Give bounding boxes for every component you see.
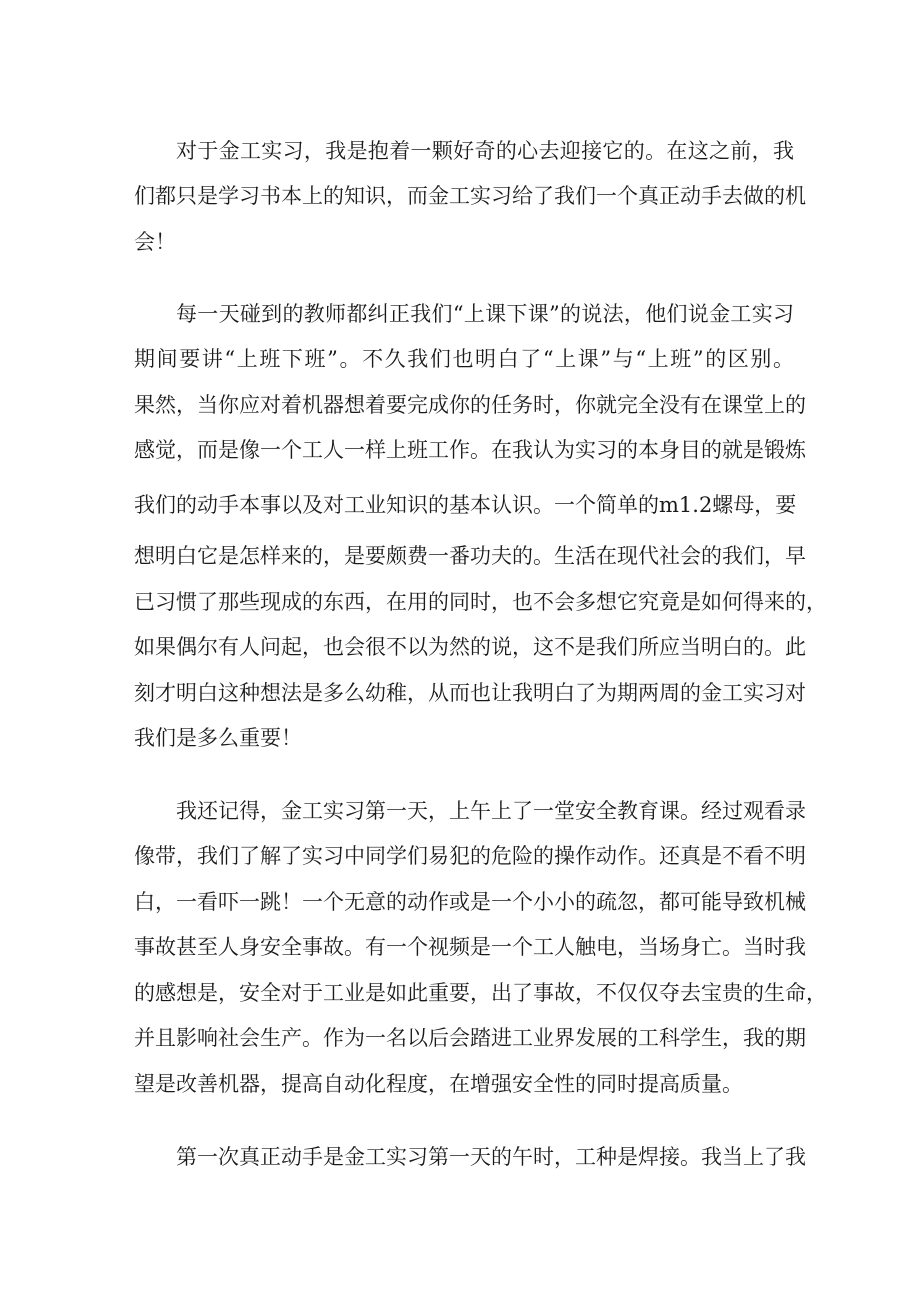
paragraph-2-line-10: 我们是多么重要！ — [134, 726, 302, 750]
paragraph-3-line-4: 事故甚至人身安全事故。有一个视频是一个工人触电，当场身亡。当时我 — [134, 935, 806, 959]
paragraph-2-line-1: 每一天碰到的教师都纠正我们“上课下课”的说法，他们说金工实习 — [176, 302, 794, 326]
paragraph-2-line-6: 想明白它是怎样来的，是要颇费一番功夫的。生活在现代社会的我们，早 — [134, 544, 806, 568]
paragraph-3-line-2: 像带，我们了解了实习中同学们易犯的危险的操作动作。还真是不看不明 — [134, 844, 806, 868]
paragraph-1-line-1: 对于金工实习，我是抱着一颗好奇的心去迎接它的。在这之前，我 — [176, 139, 794, 163]
paragraph-3-line-5: 的感想是，安全对于工业是如此重要，出了事故，不仅仅夺去宝贵的生命， — [134, 981, 827, 1005]
paragraph-2-line-9: 刻才明白这种想法是多么幼稚，从而也让我明白了为期两周的金工实习对 — [134, 681, 806, 705]
paragraph-1-line-2: 们都只是学习书本上的知识，而金工实习给了我们一个真正动手去做的机 — [134, 184, 806, 208]
paragraph-3-line-3: 白，一看吓一跳！一个无意的动作或是一个小小的疏忽，都可能导致机械 — [134, 890, 806, 914]
paragraph-2-line-4: 感觉，而是像一个工人一样上班工作。在我认为实习的本身目的就是锻炼 — [134, 438, 806, 462]
paragraph-2-line-5: 我们的动手本事以及对工业知识的基本认识。一个简单的m1.2螺母，要 — [134, 493, 797, 517]
paragraph-1-line-3: 会！ — [134, 230, 176, 254]
paragraph-3-line-1: 我还记得，金工实习第一天，上午上了一堂安全教育课。经过观看录 — [176, 799, 806, 823]
paragraph-3-line-6: 并且影响社会生产。作为一名以后会踏进工业界发展的工科学生，我的期 — [134, 1026, 806, 1050]
paragraph-2-line-7: 已习惯了那些现成的东西，在用的同时，也不会多想它究竟是如何得来的， — [134, 590, 827, 614]
paragraph-4-line-1: 第一次真正动手是金工实习第一天的午时，工种是焊接。我当上了我 — [176, 1145, 806, 1169]
paragraph-2-line-3: 果然，当你应对着机器想着要完成你的任务时，你就完全没有在课堂上的 — [134, 393, 806, 417]
paragraph-2-line-2: 期间要讲“上班下班”。不久我们也明白了“上课”与“上班”的区别。 — [134, 347, 794, 371]
paragraph-3-line-7: 望是改善机器，提高自动化程度，在增强安全性的同时提高质量。 — [134, 1072, 743, 1096]
paragraph-2-line-8: 如果偶尔有人问起，也会很不以为然的说，这不是我们所应当明白的。此 — [134, 635, 806, 659]
